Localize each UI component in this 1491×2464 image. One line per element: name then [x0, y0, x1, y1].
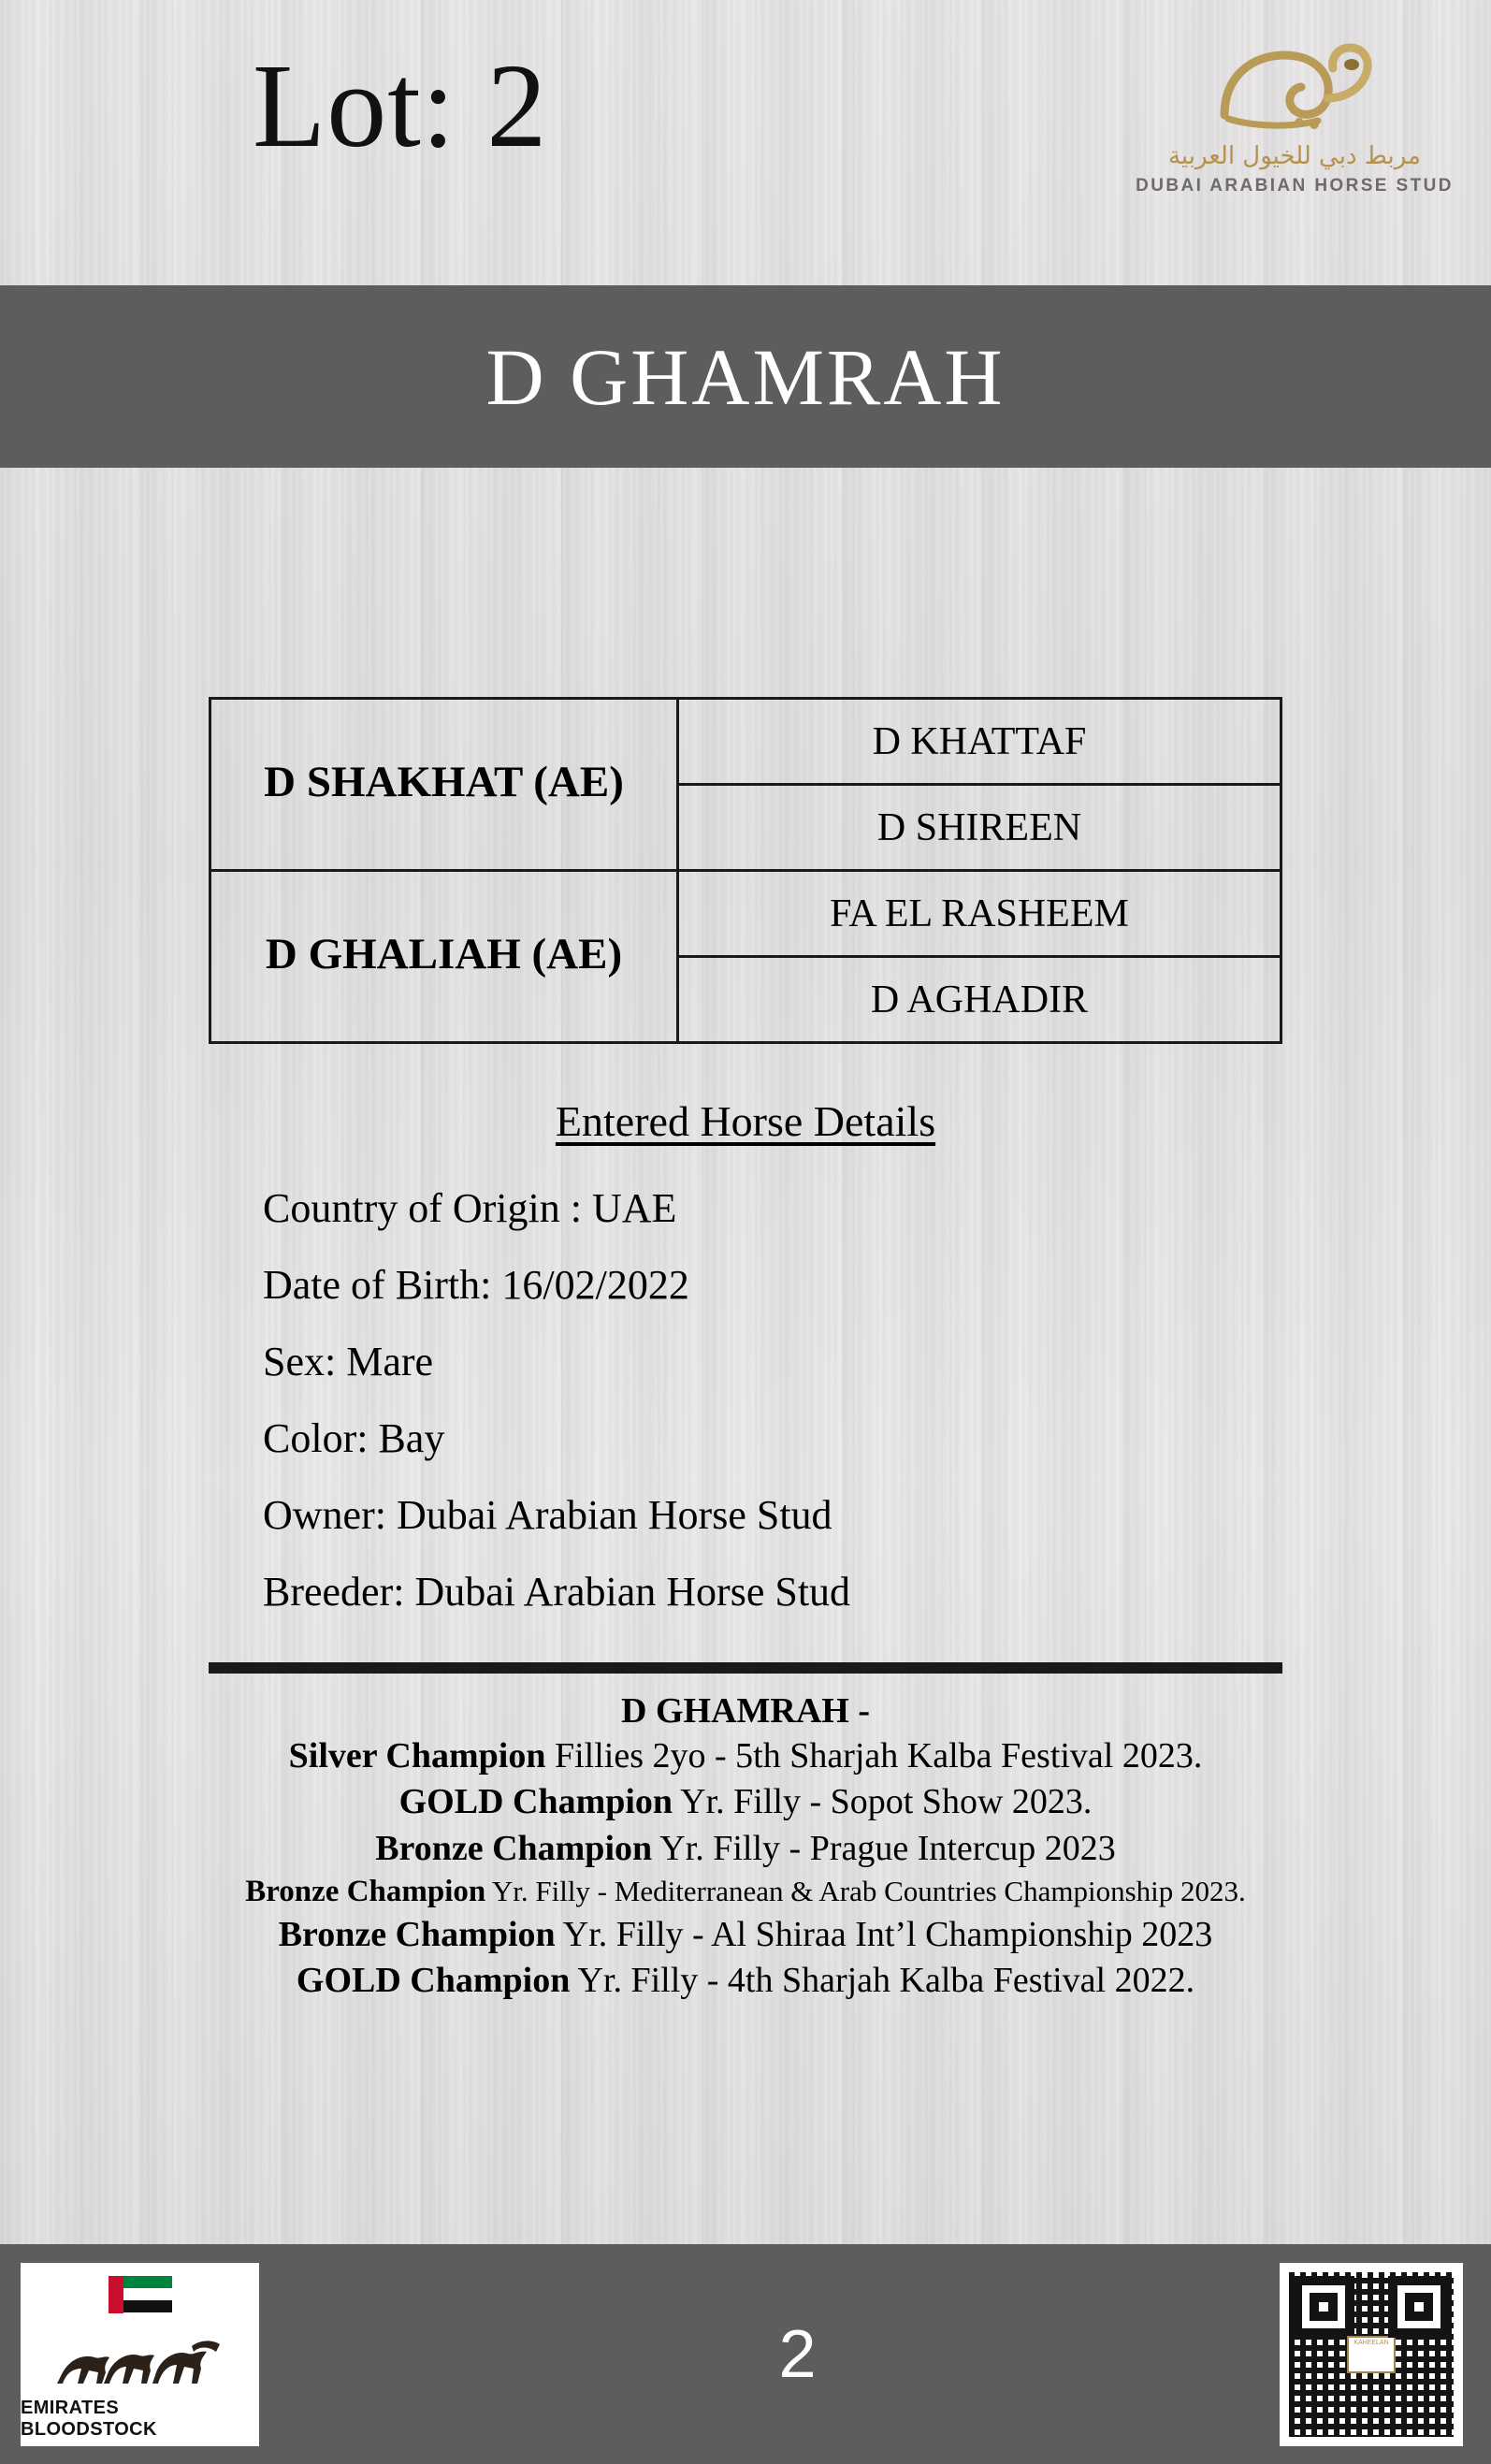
detail-color: Color: Bay [263, 1415, 445, 1461]
achievement-detail: Yr. Filly - Prague Intercup 2023 [652, 1828, 1116, 1868]
lot-title: Lot: 2 [253, 39, 548, 172]
achievement-award: Bronze Champion [278, 1915, 556, 1955]
page-footer [0, 2244, 1491, 2464]
qr-center-logo: KAHEELAN [1347, 2336, 1396, 2373]
achievement-award: Bronze Champion [245, 1875, 486, 1909]
horse-name: D GHAMRAH [485, 331, 1006, 422]
achievement-detail: Yr. Filly - Sopot Show 2023. [673, 1782, 1093, 1822]
pedigree-table [209, 697, 1282, 1044]
achievement-detail: Fillies 2yo - 5th Sharjah Kalba Festival 2023. [545, 1736, 1203, 1776]
achievement-award: GOLD Champion [296, 1961, 571, 2001]
detail-date-of-birth: Date of Birth: 16/02/2022 [263, 1262, 689, 1308]
pedigree-dam-dam: D AGHADIR [678, 957, 1281, 1043]
achievements-section [35, 1690, 1456, 2005]
horse-name-banner [0, 285, 1491, 468]
pedigree-sire-dam: D SHIREEN [678, 785, 1281, 871]
emirates-bloodstock-logo [21, 2263, 259, 2446]
horse-details-section [194, 1096, 1297, 1631]
achievement-item [35, 1826, 1456, 1872]
pedigree-dam: D GHALIAH (AE) [210, 871, 678, 1043]
pedigree-dam-sire: FA EL RASHEEM [678, 871, 1281, 957]
logo-arabic-text: مربط دبي للخيول العربية [1167, 142, 1421, 170]
pedigree-sire: D SHAKHAT (AE) [210, 699, 678, 871]
emirates-bloodstock-label: EMIRATES BLOODSTOCK [21, 2397, 157, 2440]
table-row [210, 699, 1281, 785]
pedigree-table-wrapper [209, 697, 1282, 1044]
stud-logo [1117, 28, 1472, 196]
achievement-award: Bronze Champion [375, 1828, 653, 1868]
detail-breeder: Breeder: Dubai Arabian Horse Stud [263, 1569, 851, 1615]
achievement-item [35, 1733, 1456, 1779]
calligraphy-logo-icon [1117, 28, 1472, 140]
logo-english-text: DUBAI ARABIAN HORSE STUD [1136, 176, 1454, 196]
achievement-item [35, 1872, 1456, 1912]
detail-sex: Sex: Mare [263, 1339, 434, 1384]
achievement-item [35, 1958, 1456, 2004]
pedigree-sire-sire: D KHATTAF [678, 699, 1281, 785]
achievement-award: Silver Champion [288, 1736, 546, 1776]
achievement-detail: Yr. Filly - Mediterranean & Arab Countries Championship 2023. [485, 1875, 1246, 1908]
footer-lot-number: 2 [778, 2316, 817, 2392]
achievement-detail: Yr. Filly - Al Shiraa Int’l Championship 2023 [555, 1915, 1213, 1955]
achievement-award: GOLD Champion [398, 1782, 673, 1822]
page-header [0, 0, 1491, 285]
details-title: Entered Horse Details [555, 1097, 936, 1145]
achievement-item [35, 1779, 1456, 1825]
racing-horses-icon [51, 2313, 229, 2398]
uae-flag-icon [109, 2276, 172, 2313]
achievement-detail: Yr. Filly - 4th Sharjah Kalba Festival 2022. [570, 1961, 1195, 2001]
qr-code[interactable] [1280, 2263, 1463, 2446]
section-divider [209, 1662, 1282, 1674]
detail-owner: Owner: Dubai Arabian Horse Stud [263, 1492, 832, 1538]
detail-country: Country of Origin : UAE [263, 1185, 677, 1231]
table-row [210, 871, 1281, 957]
achievements-heading: D GHAMRAH - [621, 1691, 870, 1731]
achievement-item [35, 1912, 1456, 1958]
